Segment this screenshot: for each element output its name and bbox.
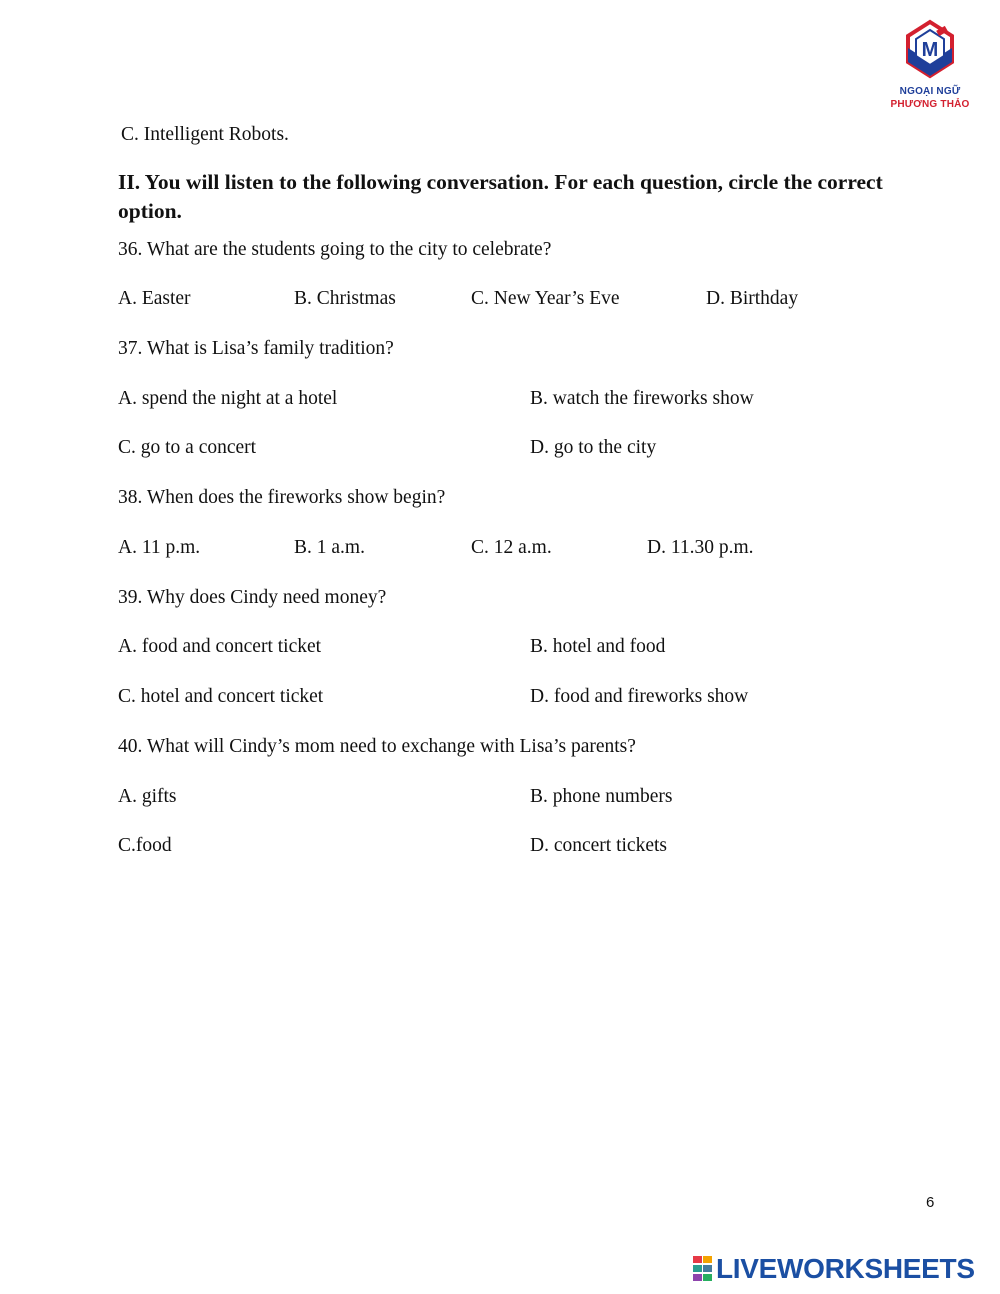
brand-blocks-icon bbox=[693, 1256, 713, 1282]
question-39: 39. Why does Cindy need money? bbox=[118, 587, 387, 608]
q39-option-a[interactable]: A. food and concert ticket bbox=[118, 636, 322, 657]
brand-text: LIVEWORKSHEETS bbox=[716, 1253, 975, 1284]
liveworksheets-brand[interactable] bbox=[693, 1254, 975, 1284]
page-number: 6 bbox=[926, 1194, 935, 1211]
q37-option-d[interactable]: D. go to the city bbox=[530, 437, 657, 458]
q40-option-a[interactable]: A. gifts bbox=[118, 786, 177, 807]
logo-line-2: PHƯƠNG THẢO bbox=[890, 99, 970, 110]
q36-option-c[interactable]: C. New Year’s Eve bbox=[471, 288, 620, 309]
q40-option-d[interactable]: D. concert tickets bbox=[530, 835, 667, 856]
previous-item-option: C. Intelligent Robots. bbox=[121, 124, 289, 145]
logo-emblem-icon bbox=[900, 18, 960, 84]
svg-text:M: M bbox=[921, 39, 939, 61]
section-heading: II. You will listen to the following conversation. For each question, circle the correct option. bbox=[118, 170, 883, 223]
q36-option-a[interactable]: A. Easter bbox=[118, 288, 191, 309]
q38-option-d[interactable]: D. 11.30 p.m. bbox=[647, 537, 754, 558]
question-37: 37. What is Lisa’s family tradition? bbox=[118, 338, 394, 359]
question-40: 40. What will Cindy’s mom need to exchange with Lisa’s parents? bbox=[118, 736, 636, 757]
q37-option-a[interactable]: A. spend the night at a hotel bbox=[118, 388, 338, 409]
q39-option-b[interactable]: B. hotel and food bbox=[530, 636, 666, 657]
q39-option-d[interactable]: D. food and fireworks show bbox=[530, 686, 749, 707]
q38-option-b[interactable]: B. 1 a.m. bbox=[294, 537, 365, 558]
q36-option-d[interactable]: D. Birthday bbox=[706, 288, 799, 309]
q40-option-c[interactable]: C.food bbox=[118, 835, 172, 856]
question-38: 38. When does the fireworks show begin? bbox=[118, 487, 446, 508]
q38-option-c[interactable]: C. 12 a.m. bbox=[471, 537, 552, 558]
company-logo bbox=[882, 18, 978, 116]
q36-option-b[interactable]: B. Christmas bbox=[294, 288, 396, 309]
q37-option-c[interactable]: C. go to a concert bbox=[118, 437, 257, 458]
q37-option-b[interactable]: B. watch the fireworks show bbox=[530, 388, 754, 409]
question-36: 36. What are the students going to the city to celebrate? bbox=[118, 239, 552, 260]
q39-option-c[interactable]: C. hotel and concert ticket bbox=[118, 686, 324, 707]
logo-line-1: NGOẠI NGỮ bbox=[899, 86, 961, 97]
q38-option-a[interactable]: A. 11 p.m. bbox=[118, 537, 201, 558]
q40-option-b[interactable]: B. phone numbers bbox=[530, 786, 673, 807]
